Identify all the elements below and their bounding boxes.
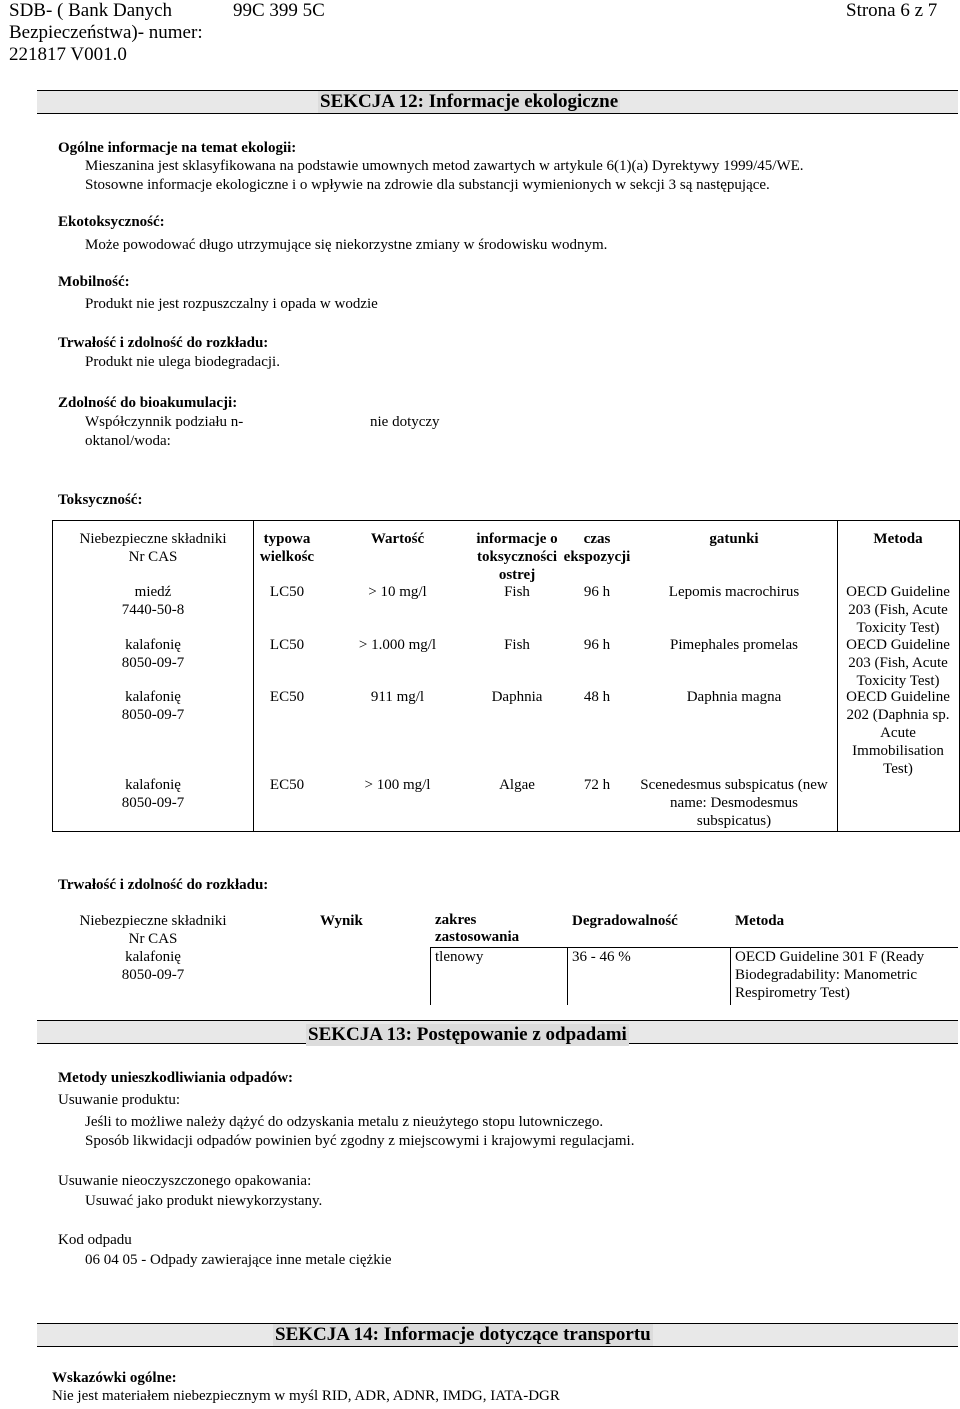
tox-row-3-value: 911 mg/l [370,689,425,705]
persistence-text: Produkt nie ulega biodegradacji. [85,354,280,370]
product-disposal-heading: Usuwanie produktu: [58,1092,181,1108]
deg-header-scope-line-2: zastosowania [435,929,520,945]
tox-row-1-time: 96 h [583,584,611,600]
tox-row-4-type: EC50 [269,777,305,793]
tox-header-acute-info-line-2: toksyczności [477,549,557,565]
tox-row-1-type: LC50 [269,584,305,600]
deg-header-component-name: Niebezpieczne składniki [79,913,227,929]
header-version: 221817 V001.0 [9,44,127,65]
partition-coefficient-label-line-2: oktanol/woda: [85,433,171,449]
tox-header-exposure-time [560,530,634,566]
waste-code-heading: Kod odpadu [58,1232,132,1248]
waste-code-text: 06 04 05 - Odpady zawierające inne metale ciężkie [85,1252,392,1268]
tox-row-1-cas: 7440-50-8 [121,602,185,618]
deg-table-divider-1 [430,947,431,1005]
deg-header-scope-line-1: zakres [435,912,477,928]
tox-row-4-component [53,776,253,812]
tox-header-method: Metoda [873,531,923,547]
tox-row-2-component [53,636,253,672]
deg-header-method: Metoda [735,913,785,929]
general-info-line-2: Stosowne informacje ekologiczne i o wpływie na zdrowie dla substancji wymienionych w sekcji 3 są następujące. [85,177,770,193]
tox-row-1-name: miedź [134,584,172,600]
deg-header-scope [435,912,519,946]
tox-row-3-species: Daphnia magna [686,689,782,705]
tox-row-4-time: 72 h [583,777,611,793]
tox-header-exposure-time-line-2: ekspozycji [563,549,631,565]
tox-header-component-name: Niebezpieczne składniki [79,531,227,547]
packaging-disposal-text: Usuwać jako produkt niewykorzystany. [85,1193,323,1209]
header-product-code: 99C 399 5C [233,0,325,21]
transport-hints-heading: Wskazówki ogólne: [52,1370,177,1386]
deg-table-divider-3 [730,947,731,1005]
deg-header-cas: Nr CAS [128,931,178,947]
deg-header-degradability: Degradowalność [572,913,678,929]
waste-methods-heading: Metody unieszkodliwiania odpadów: [58,1070,294,1086]
toxicity-heading: Toksyczność: [58,492,143,508]
tox-header-acute-info-line-1: informacje o [476,531,558,547]
tox-header-component [53,530,253,566]
tox-row-3-type: EC50 [269,689,305,705]
header-page-number: Strona 6 z 7 [846,0,938,21]
tox-row-4-info: Algae [499,777,535,793]
deg-header-result: Wynik [320,913,363,929]
ecotoxicity-text: Może powodować długo utrzymujące się niekorzystne zmiany w środowisku wodnym. [85,237,608,253]
tox-header-type-line-1: typowa [263,531,311,547]
section-13-title: SEKCJA 13: Postępowanie z odpadami [308,1024,627,1045]
bioaccumulation-heading: Zdolność do bioakumulacji: [58,395,238,411]
tox-row-1-component [53,583,253,619]
mobility-heading: Mobilność: [58,274,130,290]
tox-row-2-species: Pimephales promelas [670,637,798,653]
tox-header-acute-info-line-3: ostrej [498,567,536,583]
tox-row-2-name: kalafonię [125,637,181,653]
tox-row-4-species: Scenedesmus subspicatus (new name: Desmodesmus subspicatus) [640,777,828,829]
tox-row-3-cas: 8050-09-7 [121,707,185,723]
deg-table-divider-2 [567,947,568,1005]
header-document-title: SDB- ( Bank Danych [9,0,173,21]
tox-row-4-cas: 8050-09-7 [121,795,185,811]
tox-header-acute-info [472,530,562,584]
tox-row-2-time: 96 h [583,637,611,653]
deg-row-degradability: 36 - 46 % [572,949,631,965]
tox-row-4-value: > 100 mg/l [364,777,431,793]
tox-row-1-value: > 10 mg/l [368,584,427,600]
partition-coefficient-label-line-1: Współczynnik podziału n- [85,414,244,430]
deg-row-method: OECD Guideline 301 F (Ready Biodegradability: Manometric Respirometry Test) [735,949,925,1001]
tox-header-value: Wartość [370,531,425,547]
section-12-title: SEKCJA 12: Informacje ekologiczne [320,91,619,112]
tox-row-2-type: LC50 [269,637,305,653]
tox-row-1-species: Lepomis macrochirus [668,584,800,600]
product-disposal-line-1: Jeśli to możliwe należy dążyć do odzyskania metalu z nieużytego stopu lutowniczego. [85,1114,604,1130]
deg-row-scope: tlenowy [435,949,484,965]
tox-header-type [254,530,320,566]
tox-row-3-info: Daphnia [491,689,543,705]
tox-row-1-method: OECD Guideline 203 (Fish, Acute Toxicity Test) [846,584,950,636]
transport-hints-text: Nie jest materiałem niebezpiecznym w myśl RID, ADR, ADNR, IMDG, IATA-DGR [52,1388,560,1404]
tox-row-2-info: Fish [504,637,530,653]
partition-coefficient-value: nie dotyczy [370,414,440,430]
general-info-line-1: Mieszanina jest sklasyfikowana na podstawie umownych metod zawartych w artykule 6(1)(a) Dyrektywy 1999/45/WE. [85,158,804,174]
header-document-subtitle: Bezpieczeństwa)- numer: [9,22,203,43]
deg-row-name: kalafonię [125,949,181,965]
persistence-2-heading: Trwałość i zdolność do rozkładu: [58,877,269,893]
tox-row-2-cas: 8050-09-7 [121,655,185,671]
tox-header-type-line-2: wielkośc [259,549,315,565]
tox-header-cas: Nr CAS [128,549,178,565]
tox-row-2-value: > 1.000 mg/l [358,637,437,653]
product-disposal-line-2: Sposób likwidacji odpadów powinien być zgodny z miejscowymi i krajowymi regulacjami. [85,1133,635,1149]
packaging-disposal-heading: Usuwanie nieoczyszczonego opakowania: [58,1173,312,1189]
tox-row-3-name: kalafonię [125,689,181,705]
tox-header-species: gatunki [709,531,759,547]
tox-row-3-component [53,688,253,724]
tox-header-exposure-time-line-1: czas [583,531,611,547]
deg-header-component [53,912,253,984]
tox-row-2-method: OECD Guideline 203 (Fish, Acute Toxicity Test) [846,637,950,689]
ecotoxicity-heading: Ekotoksyczność: [58,214,165,230]
section-14-title: SEKCJA 14: Informacje dotyczące transportu [275,1324,651,1345]
mobility-text: Produkt nie jest rozpuszczalny i opada w wodzie [85,296,378,312]
persistence-heading: Trwałość i zdolność do rozkładu: [58,335,269,351]
tox-row-1-info: Fish [504,584,530,600]
deg-row-cas: 8050-09-7 [121,967,185,983]
tox-row-3-time: 48 h [583,689,611,705]
tox-row-3-method: OECD Guideline 202 (Daphnia sp. Acute Immobilisation Test) [846,689,950,777]
general-info-heading: Ogólne informacje na temat ekologii: [58,140,297,156]
tox-row-4-name: kalafonię [125,777,181,793]
